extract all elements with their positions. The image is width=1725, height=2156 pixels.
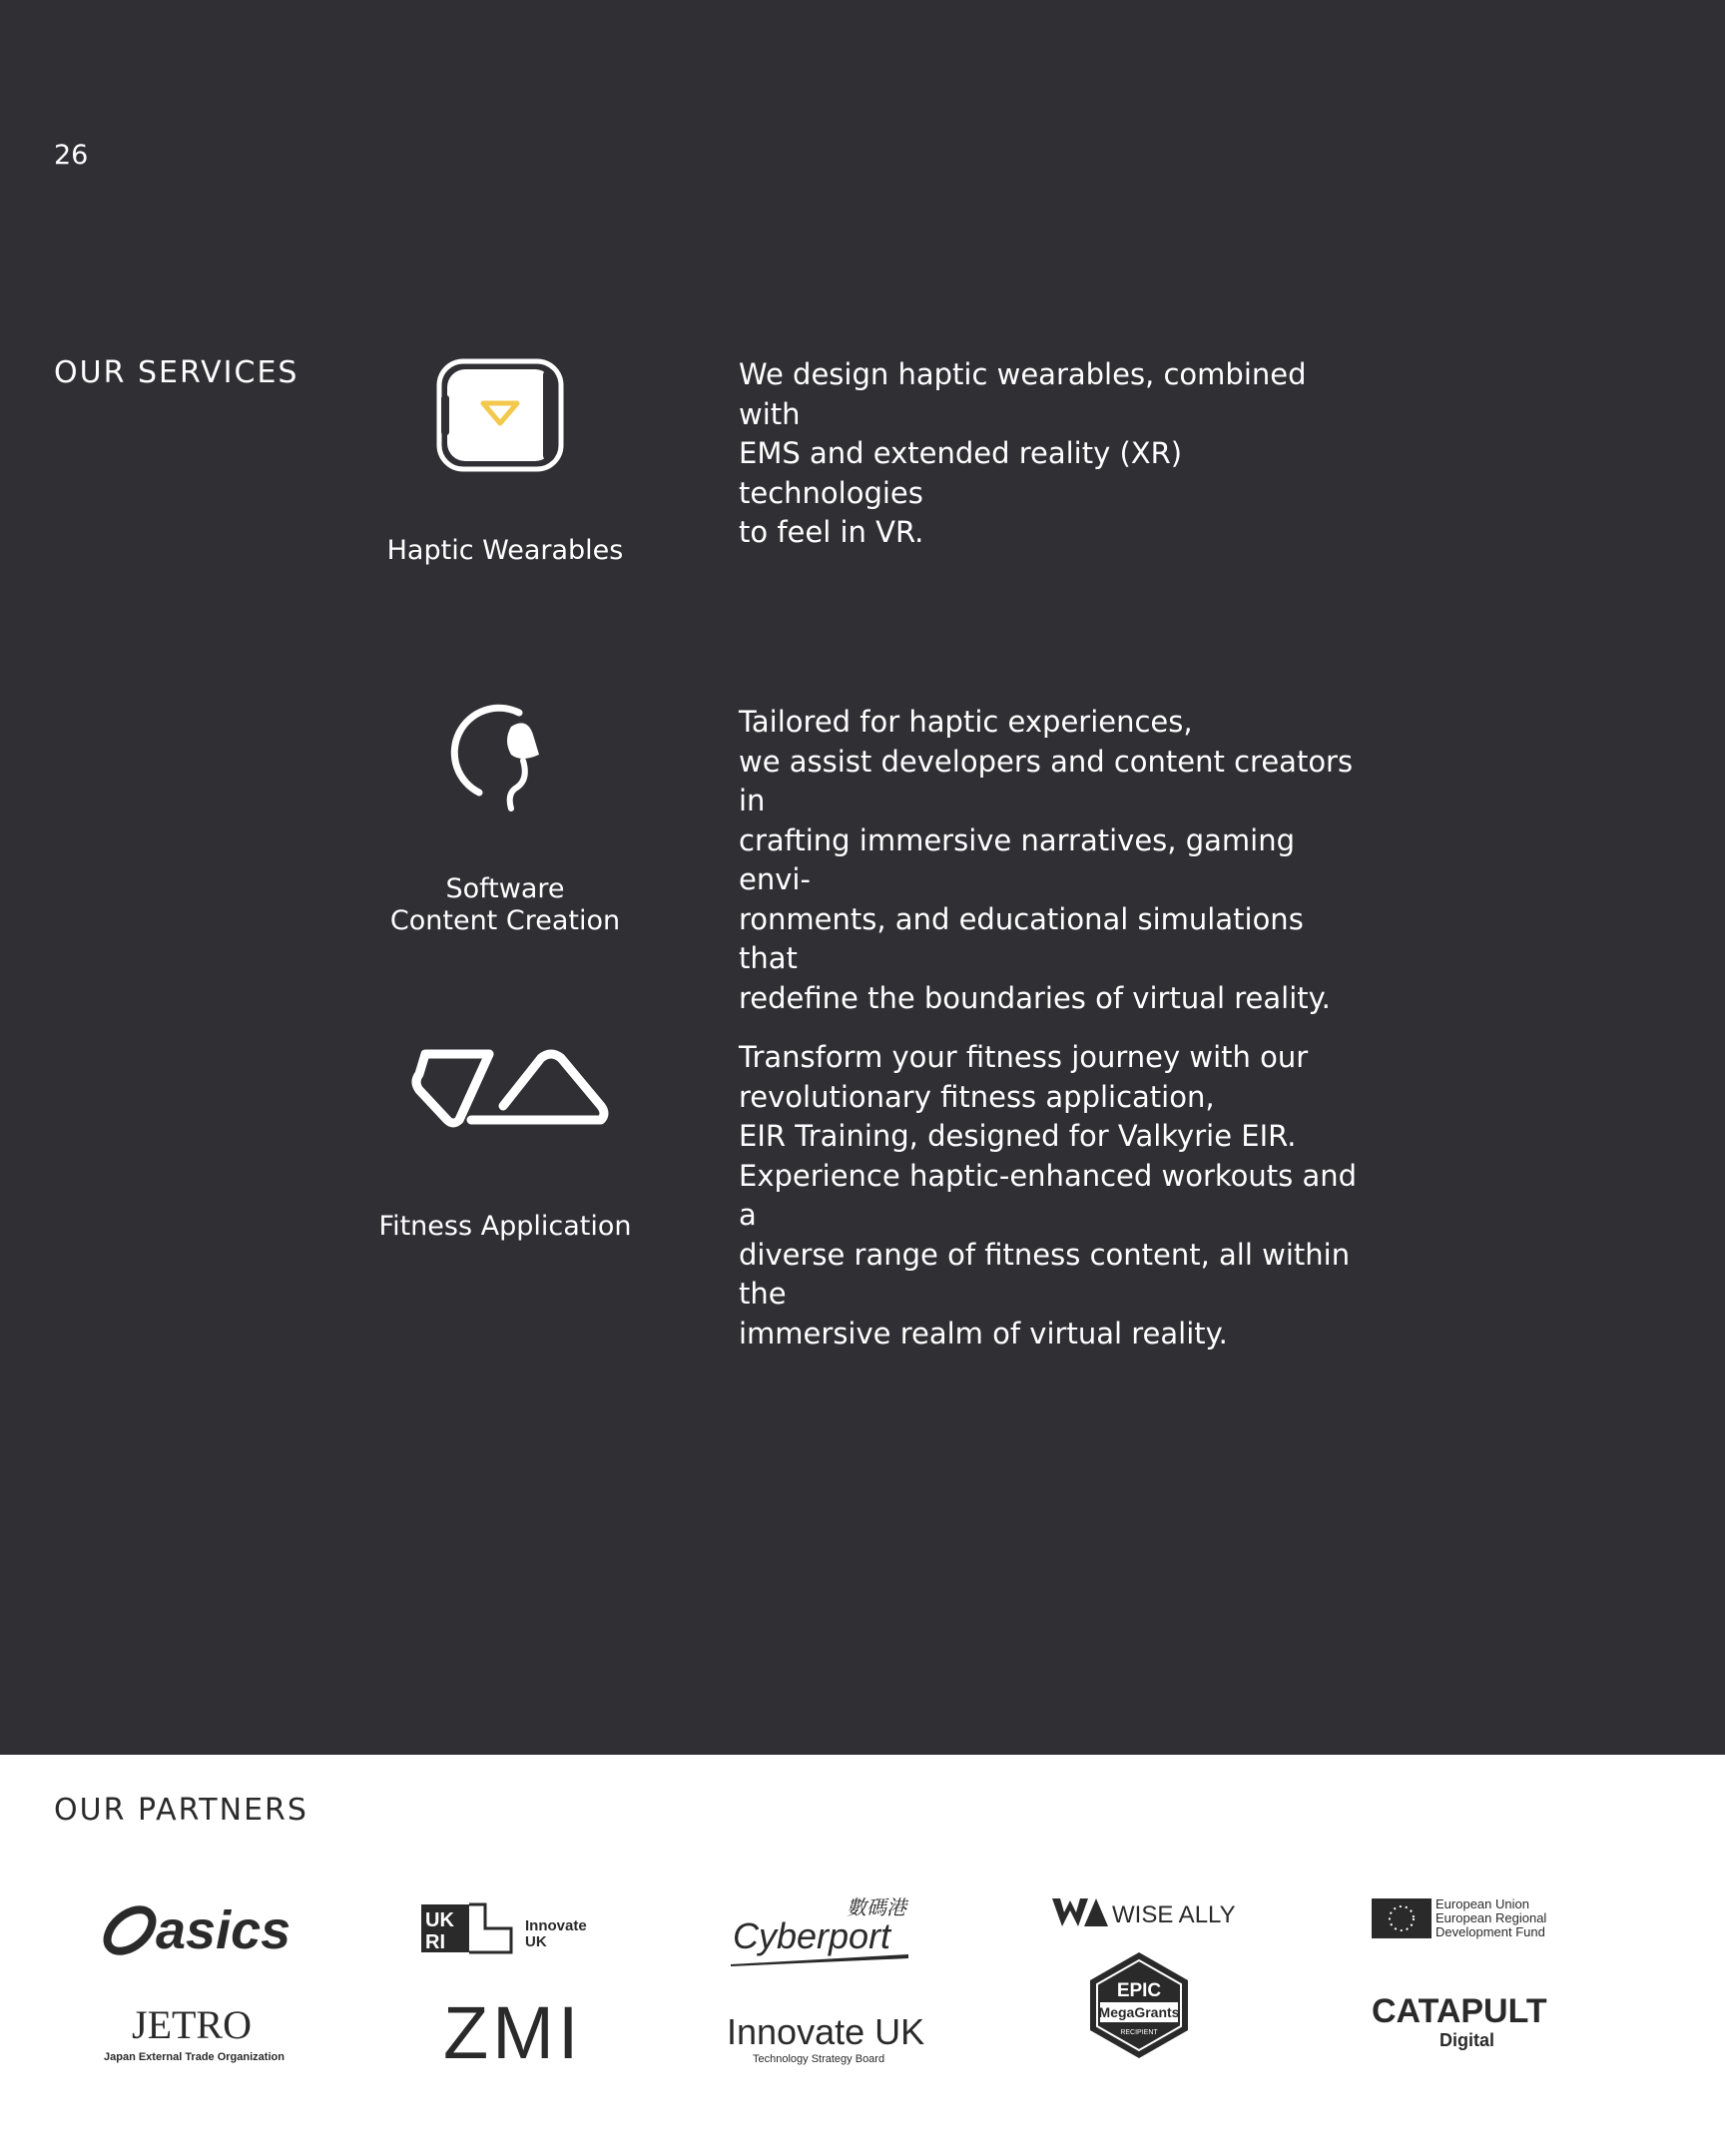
cyberport-logo [727,1892,926,1972]
svg-text:European Union: European Union [1436,1896,1529,1911]
service-description-software: Tailored for haptic experiences, we assist developers and content creators in crafting immersive narratives, gaming envi- ronments, and educational simulations that redefine the boundaries of virtual reality. [739,705,1354,1015]
svg-text:Technology Strategy Board: Technology Strategy Board [753,2053,885,2065]
zmi-logo [439,1990,583,2074]
svg-text:Development Fund: Development Fund [1436,1924,1545,1939]
svg-text:UK: UK [425,1909,454,1931]
svg-text:Digital: Digital [1439,2030,1495,2050]
svg-text:數碼港: 數碼港 [847,1895,906,1919]
service-label-line1: Software [445,873,565,904]
fitness-app-icon [411,1044,611,1134]
svg-text:MegaGrants: MegaGrants [1098,2004,1180,2020]
page-number: 26 [54,140,89,171]
svg-text:asics: asics [156,1900,291,1960]
wiseally-logo [1050,1892,1236,1932]
eu-erdf-logo [1370,1894,1559,1944]
partners-section [0,1755,1725,2156]
service-label-fitness: Fitness Application [378,1211,632,1242]
service-description-fitness: Transform your fitness journey with our revolutionary fitness application, EIR Training, designed for Valkyrie EIR. Experience haptic-enhanced workouts and a diverse range of fitness content, all within the immersive realm of virtual reality. [739,1040,1358,1350]
service-label-software [325,873,685,937]
svg-text:Innovate: Innovate [525,1917,587,1934]
service-label-line2: Content Creation [389,905,621,936]
ukri-innovate-logo [419,1898,599,1958]
asics-logo [100,1894,291,1964]
svg-text:WISE ALLY: WISE ALLY [1112,1901,1236,1928]
svg-text:RECIPIENT: RECIPIENT [1120,2029,1158,2036]
service-label-haptic-wearables: Haptic Wearables [386,535,624,566]
catapult-digital-logo [1370,1984,1547,2054]
svg-text:CATAPULT: CATAPULT [1372,1992,1547,2030]
headset-icon [449,705,559,828]
svg-text:Cyberport: Cyberport [733,1915,891,1956]
partners-title: OUR PARTNERS [54,1793,308,1828]
jetro-logo [100,1998,285,2068]
svg-text:RI: RI [425,1931,445,1953]
haptic-wearable-icon [435,357,565,477]
section-title: OUR SERVICES [54,355,299,390]
svg-text:Japan External Trade Organizat: Japan External Trade Organization [104,2051,285,2063]
svg-text:JETRO: JETRO [132,2002,252,2047]
svg-text:European Regional: European Regional [1436,1910,1547,1925]
svg-text:EPIC: EPIC [1116,1980,1162,2001]
svg-text:Innovate UK: Innovate UK [727,2011,925,2052]
svg-text:UK: UK [525,1933,547,1950]
innovate-uk-logo [725,2008,924,2068]
epic-megagrants-logo [1084,1950,1194,2060]
svg-text:ZMI: ZMI [443,1991,583,2074]
service-description-haptic-wearables: We design haptic wearables, combined with EMS and extended reality (XR) technologies to feel in VR. [739,357,1307,549]
